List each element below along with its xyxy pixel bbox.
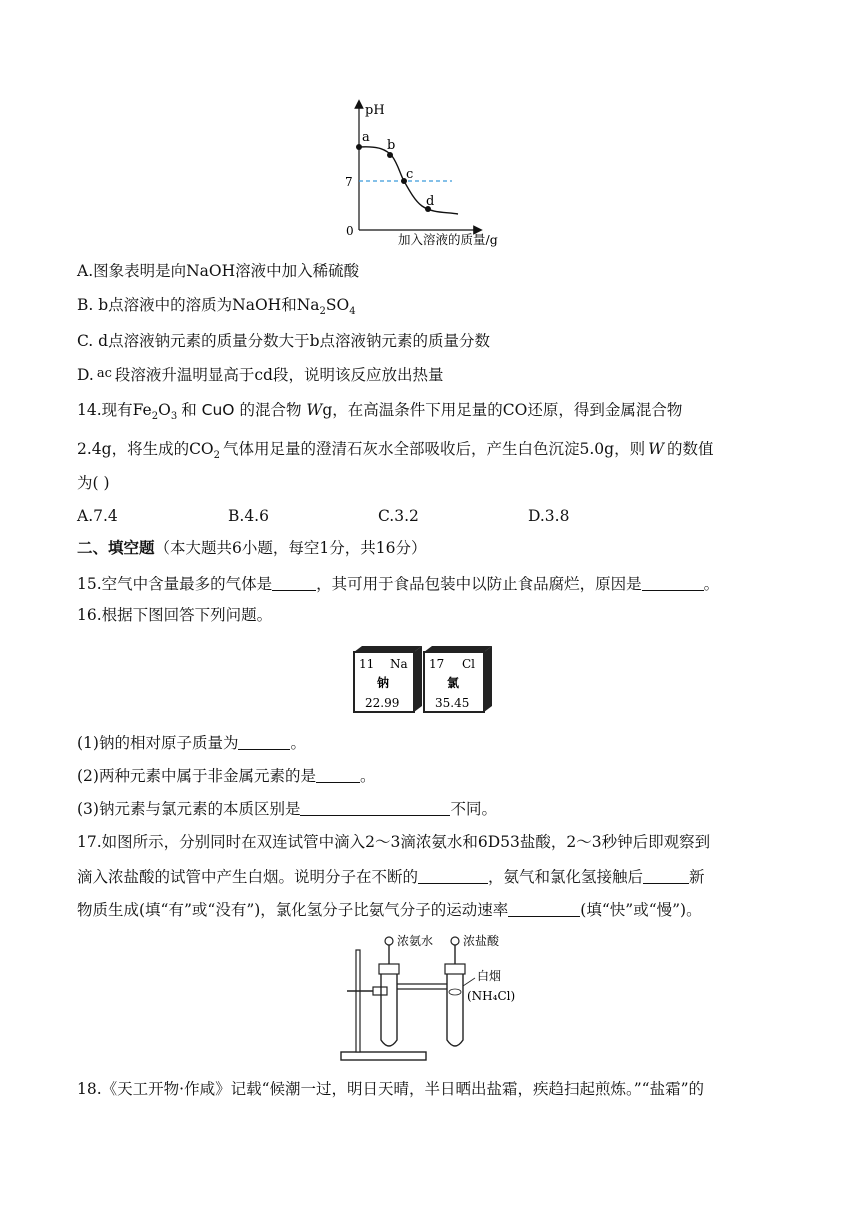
q14-line-2 xyxy=(77,438,714,463)
stand-base xyxy=(341,1052,426,1060)
q16-2-blank xyxy=(316,767,360,783)
q17-line-1: 17.如图所示，分别同时在双连试管中滴入2～3滴浓氨水和6D53盐酸，2～3秒钟后即观察到 xyxy=(77,833,711,851)
q17-blank-3 xyxy=(508,901,580,917)
q17-l3-text-2: (填“快”或“慢”)。 xyxy=(580,901,702,919)
q14-line-1 xyxy=(77,399,682,424)
clamp-head xyxy=(373,987,387,995)
periodic-table-cells xyxy=(350,644,495,720)
origin-label: 0 xyxy=(346,224,354,238)
q14-text-4: 的混合物 xyxy=(239,401,302,419)
connecting-tube xyxy=(397,984,447,989)
section-2-heading xyxy=(77,537,426,559)
q17-l2-text-3: 新 xyxy=(689,868,705,886)
point-a-label: a xyxy=(362,130,370,145)
left-stopper xyxy=(379,964,399,974)
q17-blank-2 xyxy=(643,868,689,884)
q14-sub-1: 2 xyxy=(151,411,159,422)
double-tube-apparatus xyxy=(335,928,535,1068)
point-c-label: c xyxy=(406,167,414,182)
q14-l2-text-2: 气体用足量的澄清石灰水全部吸收后，产生白色沉淀5.0g，则 xyxy=(223,440,646,458)
q14-text-3: 和 xyxy=(181,401,197,419)
q15-text-1: 15.空气中含量最多的气体是 xyxy=(77,575,273,593)
right-stopper xyxy=(445,964,465,974)
q13-d-ac: ac xyxy=(96,366,112,381)
q14-option-b: B.4.6 xyxy=(228,507,269,525)
y-axis-label: pH xyxy=(365,103,385,118)
right-dropper-bulb xyxy=(451,937,459,945)
q13-option-d xyxy=(77,364,443,388)
q17-line-3 xyxy=(77,899,702,921)
q14-text-1: 14.现有Fe xyxy=(77,401,152,419)
x-axis-label: 加入溶液的质量/g xyxy=(398,232,498,247)
na-mass: 22.99 xyxy=(365,696,400,710)
q17-l3-text-1: 物质生成(填“有”或“没有”)，氯化氢分子比氨气分子的运动速率 xyxy=(77,901,509,919)
q14-option-d: D.3.8 xyxy=(528,507,570,525)
left-dropper-bulb xyxy=(385,937,393,945)
q15-text-3: 。 xyxy=(703,575,720,593)
q14-line-3: 为( ) xyxy=(77,474,110,492)
label-nh4cl: (NH₄Cl) xyxy=(467,989,516,1003)
q16-1-text: (1)钠的相对原子质量为 xyxy=(77,734,239,752)
ph-graph xyxy=(340,98,520,248)
q13-b-text: B. b点溶液中的溶质为NaOH和Na xyxy=(77,296,320,314)
q17-line-2 xyxy=(77,866,705,888)
y-tick-7: 7 xyxy=(345,175,353,189)
q13-d-prefix: D. xyxy=(77,366,94,384)
q14-l2-text-1: 2.4g，将生成的CO xyxy=(77,440,214,458)
q16-3-text: (3)钠元素与氯元素的本质区别是 xyxy=(77,800,301,818)
point-d-label: d xyxy=(426,194,435,209)
na-symbol: Na xyxy=(390,657,408,671)
q14-option-c: C.3.2 xyxy=(378,507,419,525)
na-name: 钠 xyxy=(377,676,390,690)
q14-option-a: A.7.4 xyxy=(77,507,118,525)
q13-d-text: 段溶液升温明显高于cd段，说明该反应放出热量 xyxy=(114,366,444,384)
q13-option-c: C. d点溶液钠元素的质量分数大于b点溶液钠元素的质量分数 xyxy=(77,332,491,350)
q16-sub-1 xyxy=(77,732,306,754)
right-test-tube xyxy=(447,972,463,1046)
q13-b-text-2: SO xyxy=(325,296,350,314)
cl-symbol: Cl xyxy=(462,657,476,671)
q14-l2-sub: 2 xyxy=(213,450,221,461)
q15-blank-2 xyxy=(642,575,704,591)
q14-cuo: CuO xyxy=(201,401,235,419)
q14-text-5: g，在高温条件下用足量的CO还原，得到金属混合物 xyxy=(322,401,683,419)
q17-l2-text-1: 滴入浓盐酸的试管中产生白烟。说明分子在不断的 xyxy=(77,868,419,886)
q17-l2-text-2: ，氨气和氯化氢接触后 xyxy=(488,868,644,886)
q15-text-2: ，其可用于食品包装中以防止食品腐烂，原因是 xyxy=(316,575,642,593)
label-hcl: 浓盐酸 xyxy=(463,934,500,948)
label-ammonia: 浓氨水 xyxy=(397,934,434,948)
cl-number: 17 xyxy=(429,657,445,671)
q14-sub-2: 3 xyxy=(170,411,178,422)
stand-rod xyxy=(356,950,360,1052)
q14-l2-text-3: 的数值 xyxy=(667,440,714,458)
q13-option-b xyxy=(77,294,356,319)
q17-blank-1 xyxy=(418,868,488,884)
section-2-note: （本大题共6小题，每空1分，共16分） xyxy=(154,539,427,557)
q13-b-subscript-2: 4 xyxy=(349,306,356,317)
q13-option-a: A.图象表明是向NaOH溶液中加入稀硫酸 xyxy=(77,262,360,280)
q16-3-end: 不同。 xyxy=(450,800,497,818)
q16-1-blank xyxy=(238,734,290,750)
q15-blank-1 xyxy=(272,575,316,591)
q16-sub-2 xyxy=(77,765,375,787)
point-b-label: b xyxy=(387,138,396,153)
q13-b-subscript-1: 2 xyxy=(319,306,326,317)
left-test-tube xyxy=(381,972,397,1046)
section-2-title: 二、填空题 xyxy=(77,538,155,557)
q14-text-2: O xyxy=(158,401,171,419)
q16-sub-3 xyxy=(77,798,497,820)
q16-1-end: 。 xyxy=(290,734,306,752)
label-white-smoke: 白烟 xyxy=(477,969,502,983)
q14-w: W xyxy=(306,401,323,419)
q16-stem: 16.根据下图回答下列问题。 xyxy=(77,606,273,624)
q16-2-end: 。 xyxy=(359,767,376,785)
q14-l2-w: W xyxy=(648,440,665,458)
cl-mass: 35.45 xyxy=(435,696,470,710)
white-smoke xyxy=(449,989,461,995)
q15 xyxy=(77,573,719,595)
na-number: 11 xyxy=(359,657,375,671)
q16-3-blank xyxy=(300,800,450,816)
q18-line-1: 18.《天工开物·作咸》记载“候潮一过，明日天晴，半日晒出盐霜，疾趋扫起煎炼。”“盐霜”的 xyxy=(77,1080,705,1098)
cl-name: 氯 xyxy=(447,676,460,690)
q16-2-text: (2)两种元素中属于非金属元素的是 xyxy=(77,767,316,785)
